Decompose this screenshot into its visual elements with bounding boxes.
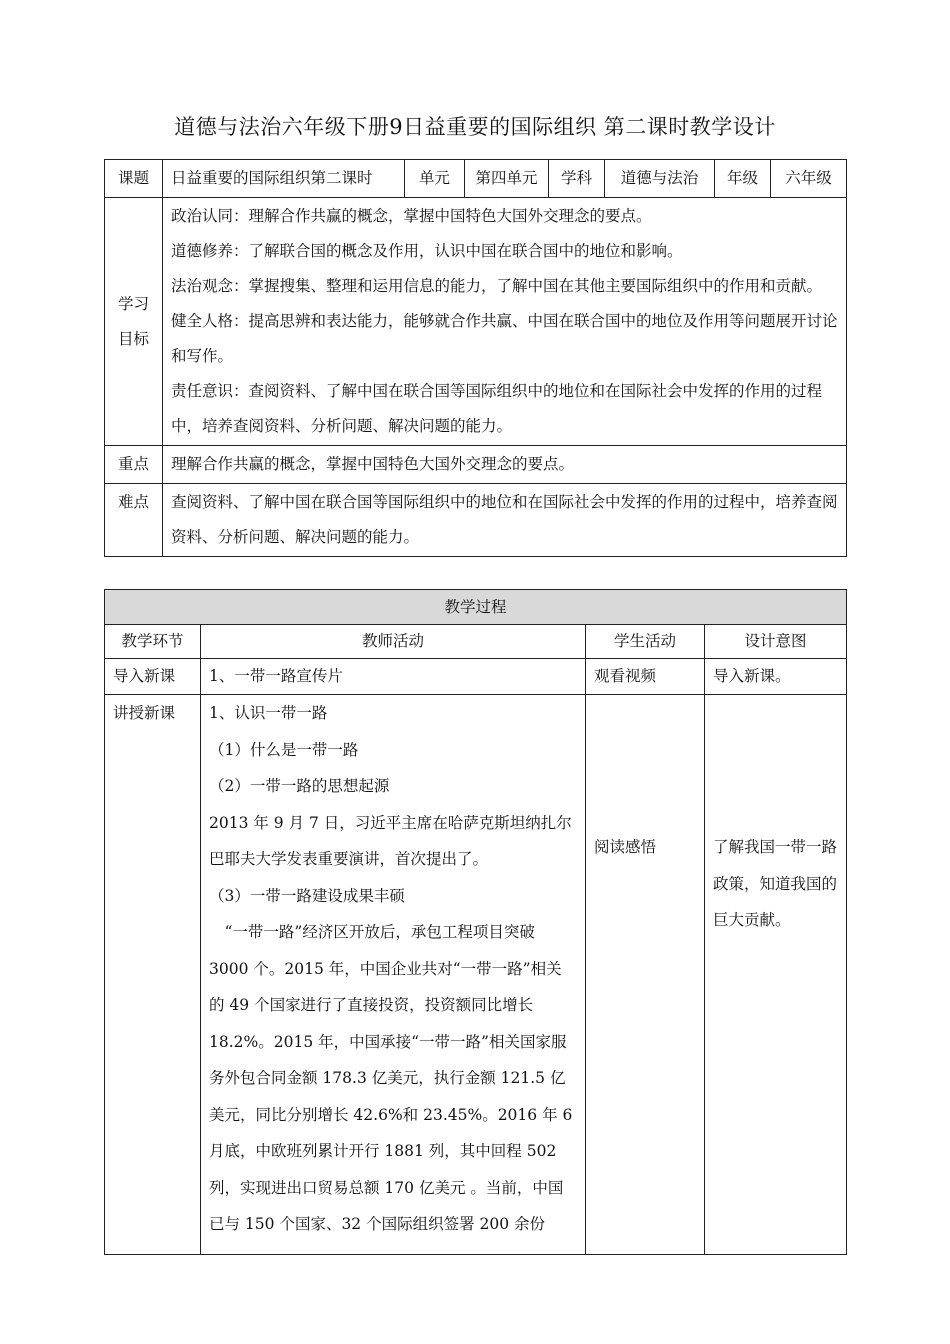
column-header: 学生活动 bbox=[586, 625, 705, 659]
page-title: 道德与法治六年级下册9日益重要的国际组织 第二课时教学设计 bbox=[174, 115, 776, 139]
unit-label: 单元 bbox=[405, 160, 465, 198]
topic-label: 课题 bbox=[105, 160, 163, 198]
subject-label: 学科 bbox=[549, 160, 605, 198]
teacher-line: 1、认识一带一路 bbox=[209, 704, 328, 722]
teacher-line: “一带一路”经济区开放后，承包工程项目突破 3000 个。2015 年，中国企业共对“一带一路”相关的 49 个国家进行了直接投资，投资额同比增长 18.2%。2015 年，中国承接“一带一路”相关国家服务外包合同金额 178.3 亿美元，执行金额 121.5 亿美元，同比分别增长 42.6%和 23.45%。2016 年 6 月底，中欧班列累计开行 1881 列，其中回程 502 列，实现进出口贸易总额 170 亿美元 。当前，中国已与 150 个国家、32 个国际组织签署 200 余份 bbox=[209, 923, 573, 1233]
teacher-activity-cell: 1、一带一路宣传片 bbox=[201, 659, 586, 695]
teacher-line: 2013 年 9 月 7 日，习近平主席在哈萨克斯坦纳扎尔巴耶夫大学发表重要演讲，首次提出了。 bbox=[209, 813, 572, 868]
goals-row bbox=[105, 198, 847, 446]
subject-value: 道德与法治 bbox=[605, 160, 715, 198]
design-intent-cell: 导入新课。 bbox=[705, 659, 847, 695]
info-row bbox=[105, 160, 847, 198]
process-columns-row bbox=[105, 625, 847, 659]
table-row bbox=[105, 659, 847, 695]
column-header: 教师活动 bbox=[201, 625, 586, 659]
process-heading-row bbox=[105, 590, 847, 625]
student-activity-cell: 观看视频 bbox=[586, 659, 705, 695]
student-activity-cell bbox=[586, 695, 705, 1255]
goal-item: 政治认同：理解合作共赢的概念，掌握中国特色大国外交理念的要点。 bbox=[171, 207, 652, 225]
key-point-text: 理解合作共赢的概念，掌握中国特色大国外交理念的要点。 bbox=[163, 446, 847, 484]
goal-item: 道德修养：了解联合国的概念及作用，认识中国在联合国中的地位和影响。 bbox=[171, 242, 683, 260]
teacher-line: （1）什么是一带一路 bbox=[209, 740, 359, 759]
teacher-line: （3）一带一路建设成果丰硕 bbox=[209, 886, 405, 905]
column-header: 教学环节 bbox=[105, 625, 201, 659]
goals-label-line1: 学习 bbox=[117, 294, 149, 313]
unit-value: 第四单元 bbox=[465, 160, 549, 198]
key-point-label: 重点 bbox=[105, 446, 163, 484]
grade-value: 六年级 bbox=[771, 160, 847, 198]
process-heading: 教学过程 bbox=[105, 590, 847, 625]
goals-label-line2: 目标 bbox=[117, 329, 149, 348]
grade-label: 年级 bbox=[715, 160, 771, 198]
goals-content bbox=[163, 198, 847, 446]
teaching-process-table bbox=[104, 589, 847, 1255]
topic-value: 日益重要的国际组织第二课时 bbox=[163, 160, 405, 198]
goal-item: 法治观念：掌握搜集、整理和运用信息的能力，了解中国在其他主要国际组织中的作用和贡献。 bbox=[171, 277, 823, 295]
stage-cell: 导入新课 bbox=[105, 659, 201, 695]
table-row bbox=[105, 695, 847, 1255]
student-activity-text: 阅读感悟 bbox=[594, 838, 657, 856]
goal-item: 健全人格：提高思辨和表达能力，能够就合作共赢、中国在联合国中的地位及作用等问题展开讨论和写作。 bbox=[171, 312, 838, 365]
teacher-line: （2）一带一路的思想起源 bbox=[209, 777, 390, 795]
difficulty-text: 查阅资料、了解中国在联合国等国际组织中的地位和在国际社会中发挥的作用的过程中，培养查阅资料、分析问题、解决问题的能力。 bbox=[163, 484, 847, 557]
teacher-activity-cell bbox=[201, 695, 586, 1255]
key-point-row bbox=[105, 446, 847, 484]
difficulty-label: 难点 bbox=[105, 484, 163, 557]
design-intent-text: 了解我国一带一路政策，知道我国的巨大贡献。 bbox=[713, 838, 838, 929]
column-header: 设计意图 bbox=[705, 625, 847, 659]
lesson-info-table bbox=[104, 159, 847, 557]
difficulty-row bbox=[105, 484, 847, 557]
goal-item: 责任意识：查阅资料、了解中国在联合国等国际组织中的地位和在国际社会中发挥的作用的过程中，培养查阅资料、分析问题、解决问题的能力。 bbox=[171, 382, 823, 435]
design-intent-cell bbox=[705, 695, 847, 1255]
stage-cell: 讲授新课 bbox=[105, 695, 201, 1255]
goals-label bbox=[105, 198, 163, 446]
